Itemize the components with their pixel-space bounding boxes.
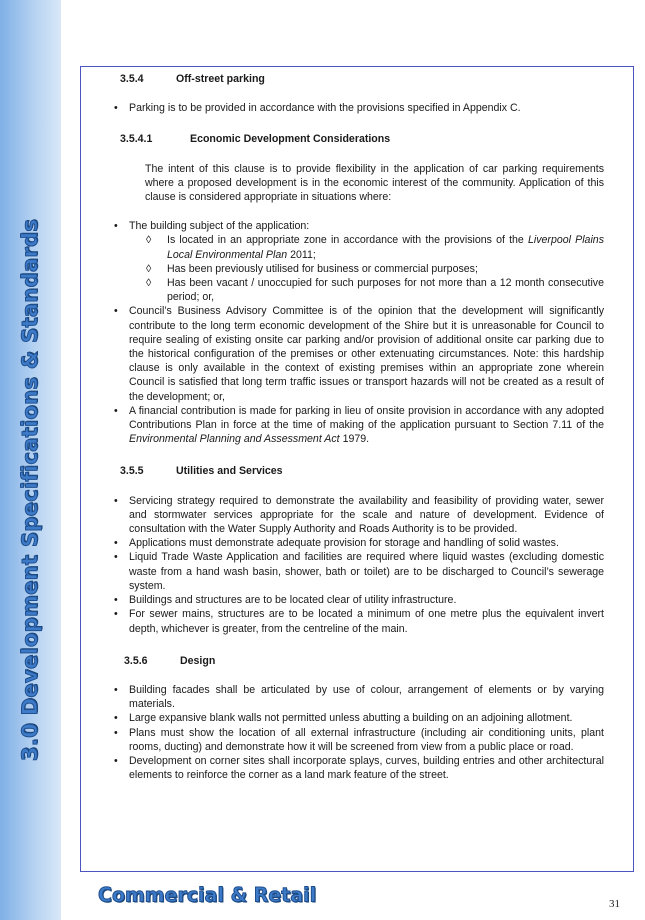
list-3-5-5	[96, 494, 606, 636]
list-item: • Servicing strategy required to demonstrate the availability and feasibility of providing water, sewer and stormwater services appropriate for the scale and nature of development. Evidence of consultation with the Water Supply Authority and Roads Authority is to be provided.	[96, 494, 606, 537]
list-item: • Applications must demonstrate adequate provision for storage and handling of solid wastes.	[96, 536, 606, 550]
list-item: • Parking is to be provided in accordance with the provisions specified in Appendix C.	[96, 101, 606, 115]
sub-list	[129, 233, 604, 304]
heading-3-5-6	[124, 654, 606, 668]
content	[96, 72, 606, 782]
intro-paragraph: The intent of this clause is to provide flexibility in the application of car parking requirements where a proposed development is in the economic interest of the community. Application of this clause is considered appropriate in situations where:	[145, 162, 604, 204]
section-number: 3.5.4	[120, 73, 144, 85]
list-item: • Plans must show the location of all external infrastructure (including air conditioning units, plant rooms, ducting) and demonstrate how it will be screened from view from a public place or road.	[96, 726, 606, 754]
heading-3-5-5	[120, 464, 606, 478]
text: A financial contribution is made for parking in lieu of onsite provision in accordance with any adopted Contributions Plan in force at the time of making of the application pursuant to Section 7.11 of the	[129, 404, 604, 432]
side-title: 3.0 Development Specifications & Standards	[18, 218, 42, 762]
list-3-5-6	[96, 683, 606, 782]
list-item-text: The building subject of the application:	[129, 220, 310, 233]
list-item	[96, 404, 606, 447]
page-number: 31	[609, 898, 620, 910]
heading-3-5-4-1	[120, 132, 606, 146]
section-title: Design	[180, 654, 216, 667]
list-item: • Council’s Business Advisory Committee is of the opinion that the development will significantly contribute to the long term economic development of the Shire but it is unreasonable for Council to require sealing of existing onsite car parking and/or provision of additional onsite car parking due to the historical configuration of the premises or other extenuating circumstances. Note: this hardship clause is only available in the context of existing premises within an appropriate zone wherein Council is satisfied that long term traffic issues or transport hazards will not be created as a result of the development; or,	[96, 304, 606, 403]
text: 2011;	[287, 248, 316, 261]
act-title: Environmental Planning and Assessment Act	[129, 433, 340, 446]
list-item: • Liquid Trade Waste Application and facilities are required where liquid wastes (excluding domestic waste from a hand wash basin, shower, bath or toilet) are to be discharged to Council’s sewerage system.	[96, 550, 606, 593]
sub-list-item	[129, 233, 604, 261]
text: 1979.	[339, 433, 370, 446]
heading-3-5-4	[120, 72, 606, 86]
list-item: • Development on corner sites shall incorporate splays, curves, building entries and other architectural elements to reinforce the corner as a land mark feature of the street.	[96, 754, 606, 782]
list-item	[96, 219, 606, 304]
section-title: Off-street parking	[176, 73, 265, 85]
text: Is located in an appropriate zone in accordance with the provisions of the	[167, 234, 528, 247]
section-number: 3.5.5	[120, 465, 144, 478]
sub-list-item: ◊ Has been vacant / unoccupied for such purposes for not more than a 12 month consecutive period; or,	[129, 276, 604, 304]
list-3-5-4	[96, 101, 606, 115]
list-item: • Buildings and structures are to be located clear of utility infrastructure.	[96, 593, 606, 607]
section-number: 3.5.4.1	[120, 133, 153, 146]
section-title: Utilities and Services	[176, 465, 283, 478]
sub-list-item: ◊ Has been previously utilised for business or commercial purposes;	[129, 262, 604, 276]
list-3-5-4-1	[96, 219, 606, 446]
section-number: 3.5.6	[124, 654, 148, 667]
list-item: • Building facades shall be articulated by use of colour, arrangement of elements or by varying materials.	[96, 683, 606, 711]
footer-title: Commercial & Retail	[98, 883, 317, 907]
side-band	[0, 0, 61, 920]
section-title: Economic Development Considerations	[190, 133, 391, 146]
list-item: • Large expansive blank walls not permitted unless abutting a building on an adjoining allotment.	[96, 711, 606, 725]
list-item: • For sewer mains, structures are to be located a minimum of one metre plus the equivalent invert depth, whichever is greater, from the centreline of the main.	[96, 607, 606, 635]
lep-title: Liverpool Plains Local Environmental Plan	[167, 234, 604, 261]
